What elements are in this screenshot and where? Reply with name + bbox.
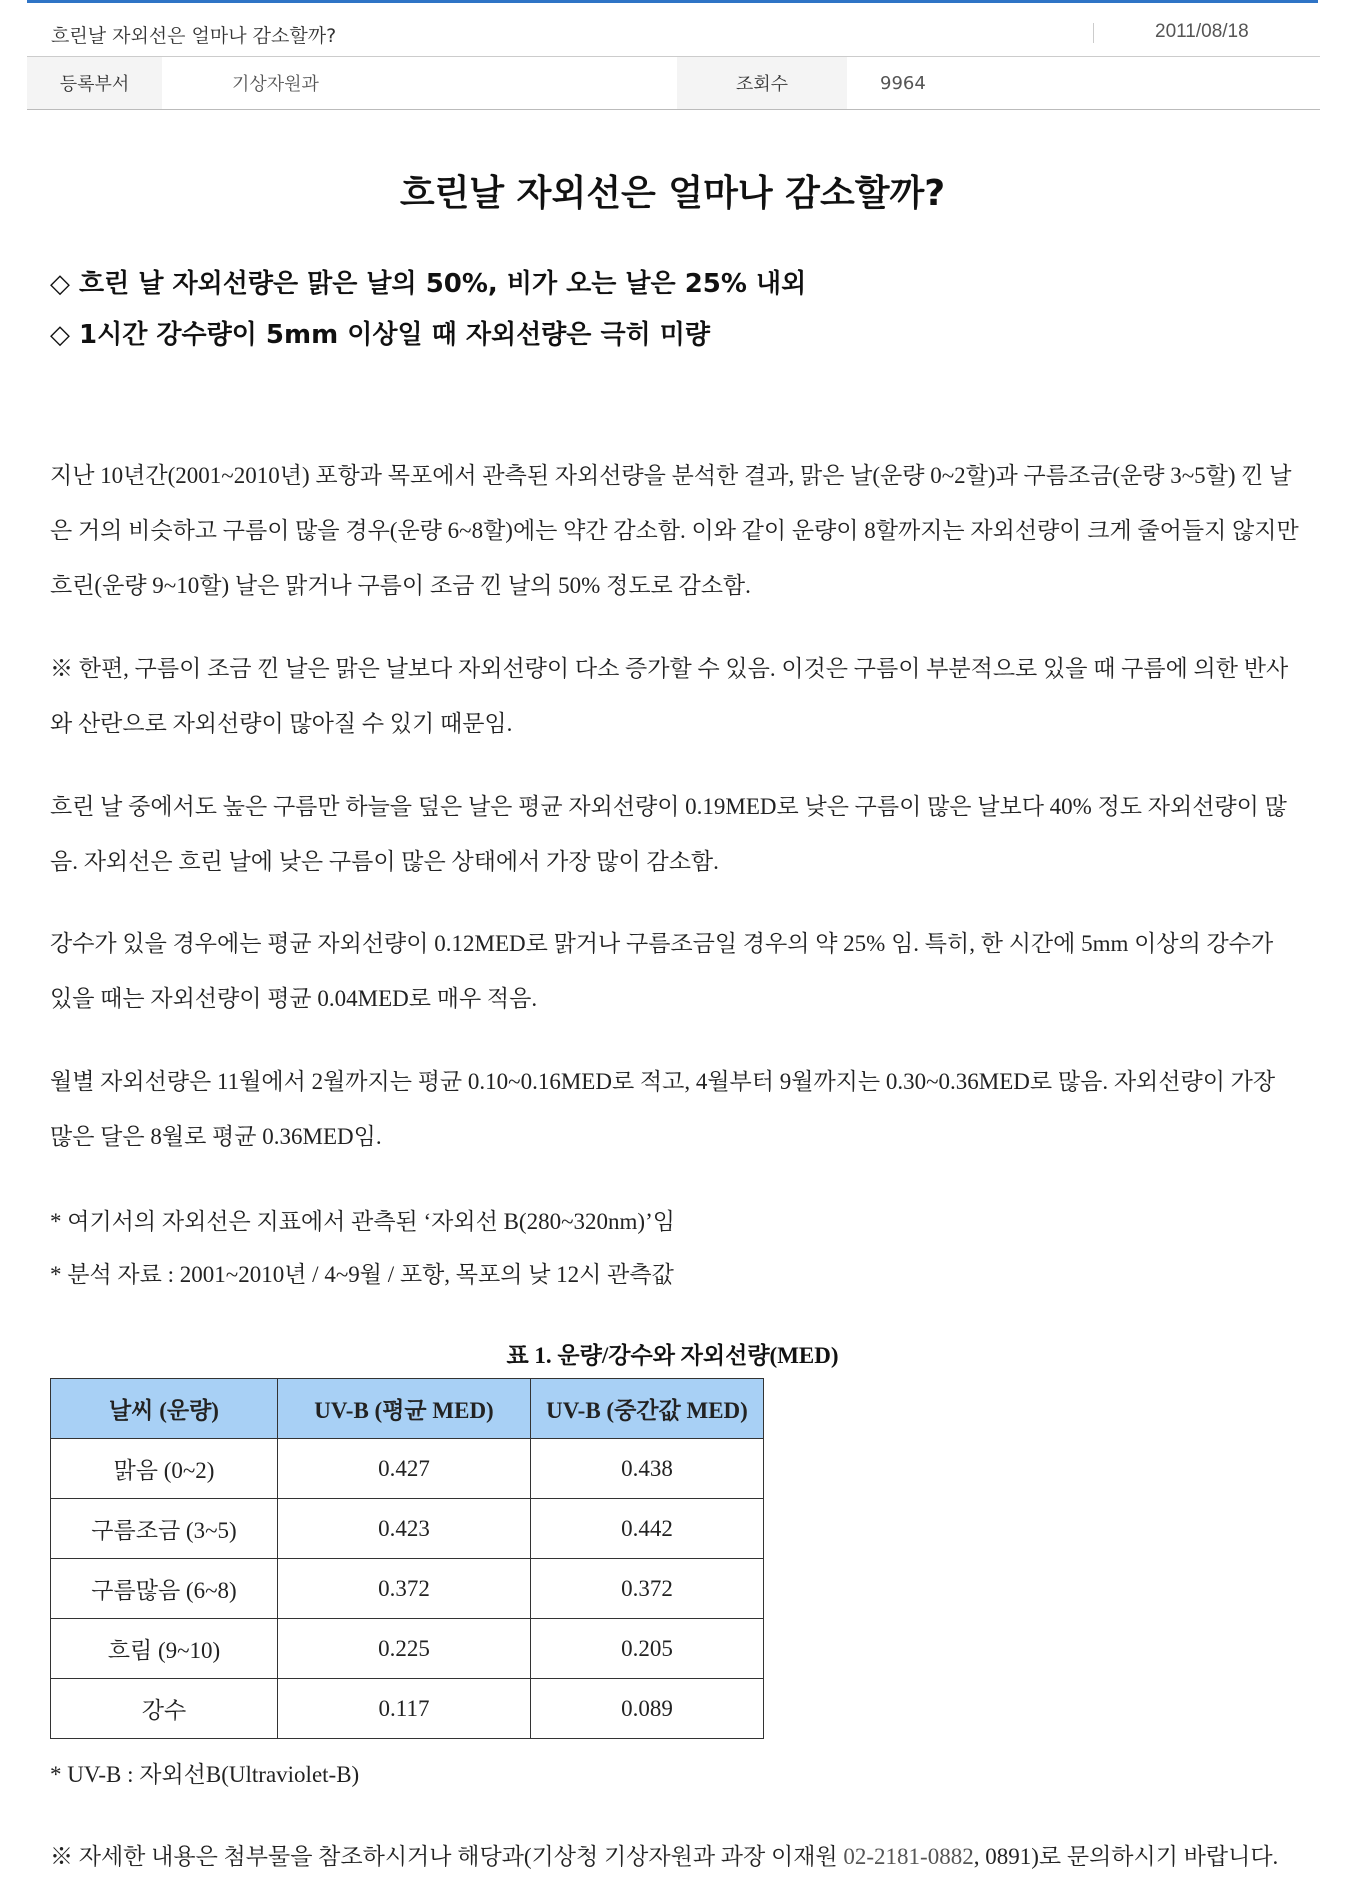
post-meta-row bbox=[27, 56, 1320, 110]
paragraph-4: 강수가 있을 경우에는 평균 자외선량이 0.12MED로 맑거나 구름조금일 경우의 약 25% 임. 특히, 한 시간에 5mm 이상의 강수가 있을 때는 자외선량이 평균 0.04MED로 매우 적음. bbox=[50, 931, 1274, 1011]
note-1: * 여기서의 자외선은 지표에서 관측된 ‘자외선 B(280~320nm)’임 bbox=[50, 1209, 675, 1234]
dept-label: 등록부서 bbox=[27, 57, 162, 109]
table-cell: 0.372 bbox=[531, 1559, 764, 1619]
column-header: UV-B (평균 MED) bbox=[278, 1379, 531, 1439]
summary-line-1: ◇ 흐린 날 자외선량은 맑은 날의 50%, 비가 오는 날은 25% 내외 bbox=[50, 269, 807, 299]
table-cell: 0.225 bbox=[278, 1619, 531, 1679]
table-row bbox=[51, 1499, 764, 1559]
paragraph-5: 월별 자외선량은 11월에서 2월까지는 평균 0.10~0.16MED로 적고, 4월부터 9월까지는 0.30~0.36MED로 많음. 자외선량이 가장 많은 달은 8월로 평균 0.36MED임. bbox=[50, 1069, 1276, 1149]
table-header-row bbox=[51, 1379, 764, 1439]
table-cell: 0.205 bbox=[531, 1619, 764, 1679]
contact-phone: 02-2181-0882 bbox=[843, 1844, 974, 1869]
table-footnote: * UV-B : 자외선B(Ultraviolet-B) bbox=[50, 1762, 360, 1787]
contact-text-end: , 0891)로 문의하시기 바랍니다. bbox=[973, 1844, 1279, 1869]
post-date: 2011/08/18 bbox=[1155, 21, 1249, 42]
table-cell: 흐림 (9~10) bbox=[51, 1619, 278, 1679]
note-2: * 분석 자료 : 2001~2010년 / 4~9월 / 포항, 목포의 낮 12시 관측값 bbox=[50, 1262, 674, 1287]
contact-note bbox=[50, 1838, 1278, 1871]
views-value: 9964 bbox=[880, 72, 926, 94]
table-cell: 0.423 bbox=[278, 1499, 531, 1559]
post-header bbox=[27, 0, 1318, 56]
dept-value: 기상자원과 bbox=[232, 74, 319, 95]
table-cell: 맑음 (0~2) bbox=[51, 1439, 278, 1499]
table-cell: 강수 bbox=[51, 1679, 278, 1739]
table-cell: 0.442 bbox=[531, 1499, 764, 1559]
table-cell: 0.117 bbox=[278, 1679, 531, 1739]
table-row bbox=[51, 1439, 764, 1499]
views-label: 조회수 bbox=[677, 57, 847, 109]
uv-table bbox=[50, 1378, 764, 1739]
column-header: UV-B (중간값 MED) bbox=[531, 1379, 764, 1439]
table-cell: 구름많음 (6~8) bbox=[51, 1559, 278, 1619]
table-cell: 구름조금 (3~5) bbox=[51, 1499, 278, 1559]
paragraph-3: 흐린 날 중에서도 높은 구름만 하늘을 덮은 날은 평균 자외선량이 0.19MED로 낮은 구름이 많은 날보다 40% 정도 자외선량이 많음. 자외선은 흐린 날에 낮은 구름이 많은 상태에서 가장 많이 감소함. bbox=[50, 794, 1287, 874]
table-row bbox=[51, 1619, 764, 1679]
table-cell: 0.427 bbox=[278, 1439, 531, 1499]
summary-line-2: ◇ 1시간 강수량이 5mm 이상일 때 자외선량은 극히 미량 bbox=[50, 320, 710, 350]
table-row bbox=[51, 1559, 764, 1619]
table-cell: 0.089 bbox=[531, 1679, 764, 1739]
table-cell: 0.372 bbox=[278, 1559, 531, 1619]
table-caption: 표 1. 운량/강수와 자외선량(MED) bbox=[506, 1343, 839, 1368]
table-row bbox=[51, 1679, 764, 1739]
header-divider bbox=[1093, 23, 1094, 43]
post-header-title: 흐린날 자외선은 얼마나 감소할까? bbox=[51, 25, 337, 47]
paragraph-1: 지난 10년간(2001~2010년) 포항과 목포에서 관측된 자외선량을 분석한 결과, 맑은 날(운량 0~2할)과 구름조금(운량 3~5할) 낀 날은 거의 비슷하고 구름이 많을 경우(운량 6~8할)에는 약간 감소함. 이와 같이 운량이 8할까지는 자외선량이 크게 줄어들지 않지만 흐린(운량 9~10할) 날은 맑거나 구름이 조금 낀 날의 50% 정도로 감소함. bbox=[50, 463, 1299, 598]
column-header: 날씨 (운량) bbox=[51, 1379, 278, 1439]
table-cell: 0.438 bbox=[531, 1439, 764, 1499]
paragraph-2: ※ 한편, 구름이 조금 낀 날은 맑은 날보다 자외선량이 다소 증가할 수 있음. 이것은 구름이 부분적으로 있을 때 구름에 의한 반사와 산란으로 자외선량이 많아질 수 있기 때문임. bbox=[50, 656, 1289, 736]
article-title: 흐린날 자외선은 얼마나 감소할까? bbox=[399, 173, 946, 214]
contact-text: ※ 자세한 내용은 첨부물을 참조하시거나 해당과(기상청 기상자원과 과장 이재원 bbox=[50, 1844, 844, 1869]
